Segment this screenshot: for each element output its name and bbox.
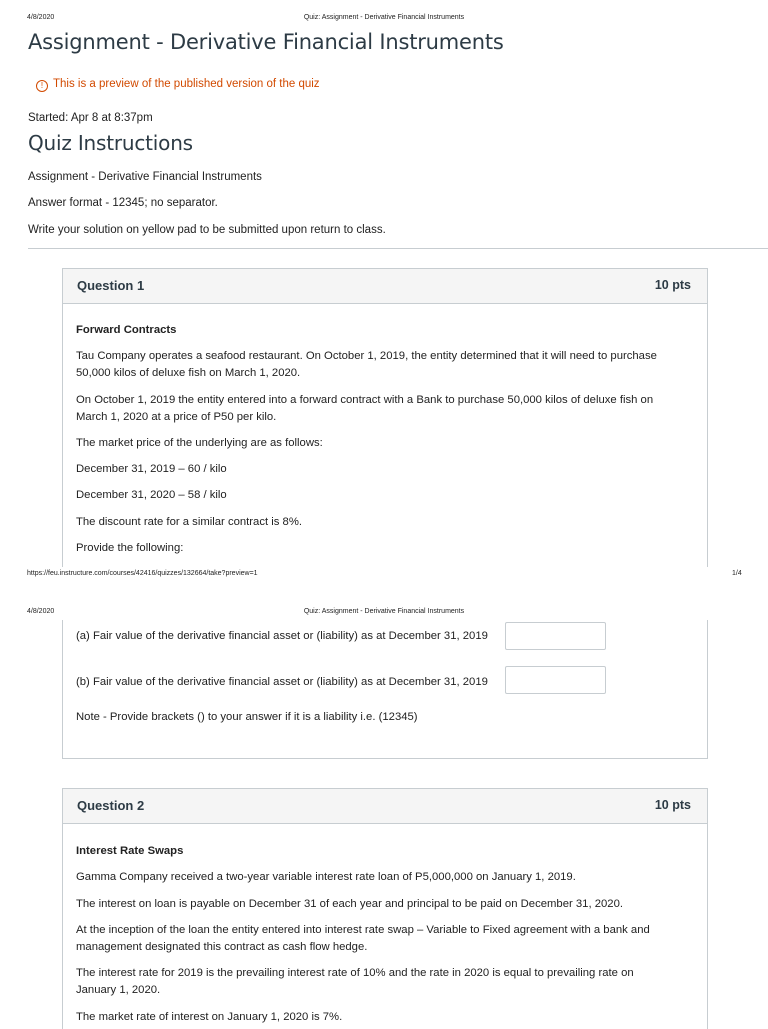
question-1-header	[63, 269, 707, 304]
question-1-topic: Forward Contracts	[76, 324, 177, 336]
print-page-number: 1/4	[732, 570, 742, 577]
question-text: The interest rate for 2019 is the prevailing interest rate of 10% and the rate in 2020 is equal to prevailing rate on	[76, 967, 634, 979]
started-time: Started: Apr 8 at 8:37pm	[28, 112, 153, 124]
preview-notice	[36, 78, 320, 92]
question-text: Tau Company operates a seafood restaurant. On October 1, 2019, the entity determined that it will need to purchase	[76, 350, 657, 362]
answer-a-label: (a) Fair value of the derivative financial asset or (liability) as at December 31, 2019	[76, 630, 488, 642]
question-text: 50,000 kilos of deluxe fish on March 1, 2020.	[76, 367, 301, 379]
page-title: Assignment - Derivative Financial Instruments	[28, 30, 504, 54]
print-date: 4/8/2020	[27, 14, 55, 21]
question-text: The discount rate for a similar contract is 8%.	[76, 516, 303, 528]
instructions-heading: Quiz Instructions	[28, 131, 193, 155]
page-break	[0, 584, 768, 606]
instruction-line: Answer format - 12345; no separator.	[28, 197, 218, 209]
question-text: The market price of the underlying are as follows:	[76, 437, 323, 449]
print-page-title: Quiz: Assignment - Derivative Financial Instruments	[303, 14, 465, 21]
question-text: On October 1, 2019 the entity entered into a forward contract with a Bank to purchase 50,000 kilos of deluxe fish on	[76, 394, 654, 406]
question-text: March 1, 2020 at a price of P50 per kilo.	[76, 411, 277, 423]
question-2-points: 10 pts	[654, 798, 691, 812]
print-url: https://feu.instructure.com/courses/42416/quizzes/132664/take?preview=1	[27, 570, 258, 577]
question-2-header	[63, 789, 707, 824]
question-1-points: 10 pts	[654, 278, 691, 292]
answer-b-label: (b) Fair value of the derivative financial asset or (liability) as at December 31, 2019	[76, 676, 488, 688]
instruction-line: Write your solution on yellow pad to be submitted upon return to class.	[28, 224, 386, 236]
question-text: December 31, 2019 – 60 / kilo	[76, 463, 227, 475]
question-text: Gamma Company received a two-year variable interest rate loan of P5,000,000 on January 1, 2019.	[76, 871, 576, 883]
instruction-line: Assignment - Derivative Financial Instruments	[28, 171, 262, 183]
question-note: Note - Provide brackets () to your answer if it is a liability i.e. (12345)	[76, 711, 418, 723]
question-text: At the inception of the loan the entity entered into interest rate swap – Variable to Fixed agreement with a bank and	[76, 924, 650, 936]
question-2-topic: Interest Rate Swaps	[76, 845, 184, 857]
alert-icon: !	[36, 80, 48, 92]
print-page-title: Quiz: Assignment - Derivative Financial Instruments	[303, 608, 465, 615]
question-text: December 31, 2020 – 58 / kilo	[76, 489, 227, 501]
answer-a-input[interactable]	[505, 622, 606, 650]
divider	[28, 248, 768, 249]
question-2-label: Question 2	[77, 798, 145, 813]
preview-notice-text: This is a preview of the published version of the quiz	[53, 78, 320, 90]
question-text: The market rate of interest on January 1, 2020 is 7%.	[76, 1011, 343, 1023]
question-text: Provide the following:	[76, 542, 184, 554]
question-text: management designated this contract as cash flow hedge.	[76, 941, 368, 953]
question-1-label: Question 1	[77, 278, 145, 293]
question-text: The interest on loan is payable on December 31 of each year and principal to be paid on December 31, 2020.	[76, 898, 623, 910]
print-date: 4/8/2020	[27, 608, 55, 615]
answer-b-input[interactable]	[505, 666, 606, 694]
question-text: January 1, 2020.	[76, 984, 161, 996]
